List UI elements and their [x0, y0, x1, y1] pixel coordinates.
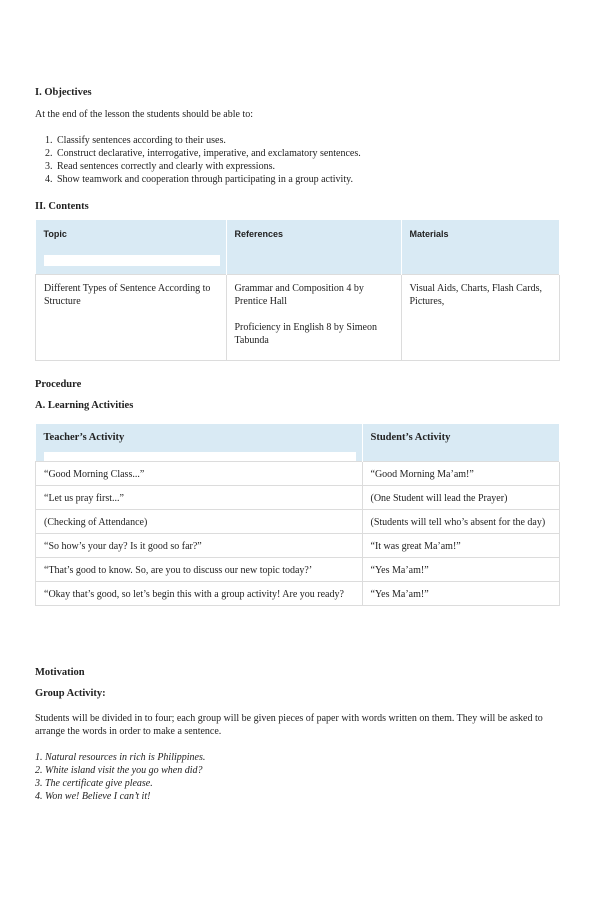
topic-header: [36, 220, 227, 275]
student-cell: (Students will tell who’s absent for the day): [362, 510, 560, 534]
table-row: [36, 462, 560, 486]
objective-item: 3. Read sentences correctly and clearly with expressions.: [55, 160, 575, 173]
teacher-cell: “Good Morning Class...”: [36, 462, 363, 486]
table-row: [36, 534, 560, 558]
motivation-heading: Motivation: [35, 667, 85, 678]
procedure-heading: Procedure: [35, 379, 82, 390]
header-stripe: [44, 452, 356, 461]
teacher-cell: “So how’s your day? Is it good so far?”: [36, 534, 363, 558]
student-activity-header: Student’s Activity: [362, 424, 560, 462]
objective-item: 1. Classify sentences according to their uses.: [55, 134, 575, 147]
references-cell: [226, 275, 401, 361]
objectives-list: [35, 134, 575, 186]
objective-item: 2. Construct declarative, interrogative, imperative, and exclamatory sentences.: [55, 147, 575, 160]
table-row: [36, 582, 560, 606]
objectives-intro: At the end of the lesson the students should be able to:: [35, 109, 254, 120]
teacher-activity-label: Teacher’s Activity: [43, 432, 125, 443]
activities-header-row: [36, 424, 560, 462]
scrambled-sentence: 1. Natural resources in rich is Philippines.: [35, 752, 206, 763]
reference-item: Proficiency in English 8 by Simeon Tabunda: [234, 322, 377, 346]
teacher-cell: (Checking of Attendance): [36, 510, 363, 534]
table-row: [36, 486, 560, 510]
table-row: [36, 558, 560, 582]
student-cell: “Yes Ma’am!”: [362, 558, 560, 582]
reference-item: Grammar and Composition 4 by Prentice Hall: [234, 283, 364, 307]
scrambled-sentence: 3. The certificate give please.: [35, 778, 153, 789]
topic-header-label: Topic: [43, 229, 67, 239]
student-cell: “It was great Ma’am!”: [362, 534, 560, 558]
table-row: [36, 510, 560, 534]
materials-header: Materials: [401, 220, 560, 275]
scrambled-sentence: 2. White island visit the you go when did?: [35, 765, 203, 776]
student-cell: (One Student will lead the Prayer): [362, 486, 560, 510]
references-header: References: [226, 220, 401, 275]
objective-item: 4. Show teamwork and cooperation through participating in a group activity.: [55, 173, 575, 186]
objectives-heading: I. Objectives: [35, 87, 92, 98]
header-stripe: [44, 255, 220, 266]
materials-cell: Visual Aids, Charts, Flash Cards, Pictures,: [401, 275, 560, 361]
scrambled-sentence: 4. Won we! Believe I can’t it!: [35, 791, 151, 802]
motivation-text: Students will be divided in to four; each group will be given pieces of paper with words written on them. They will be asked to arrange the words in order to make a sentence.: [35, 713, 543, 737]
teacher-activity-header: [36, 424, 363, 462]
teacher-cell: “Okay that’s good, so let’s begin this with a group activity! Are you ready?: [36, 582, 363, 606]
contents-heading: II. Contents: [35, 201, 89, 212]
activities-table: [35, 424, 560, 606]
teacher-cell: “That’s good to know. So, are you to discuss our new topic today?’: [36, 558, 363, 582]
student-cell: “Yes Ma’am!”: [362, 582, 560, 606]
contents-header-row: [36, 220, 560, 275]
topic-cell: Different Types of Sentence According to Structure: [36, 275, 227, 361]
contents-row: [36, 275, 560, 361]
student-cell: “Good Morning Ma’am!”: [362, 462, 560, 486]
learning-activities-heading: A. Learning Activities: [35, 400, 134, 411]
group-activity-heading: Group Activity:: [35, 688, 106, 699]
contents-table: [35, 220, 560, 361]
teacher-cell: “Let us pray first...”: [36, 486, 363, 510]
